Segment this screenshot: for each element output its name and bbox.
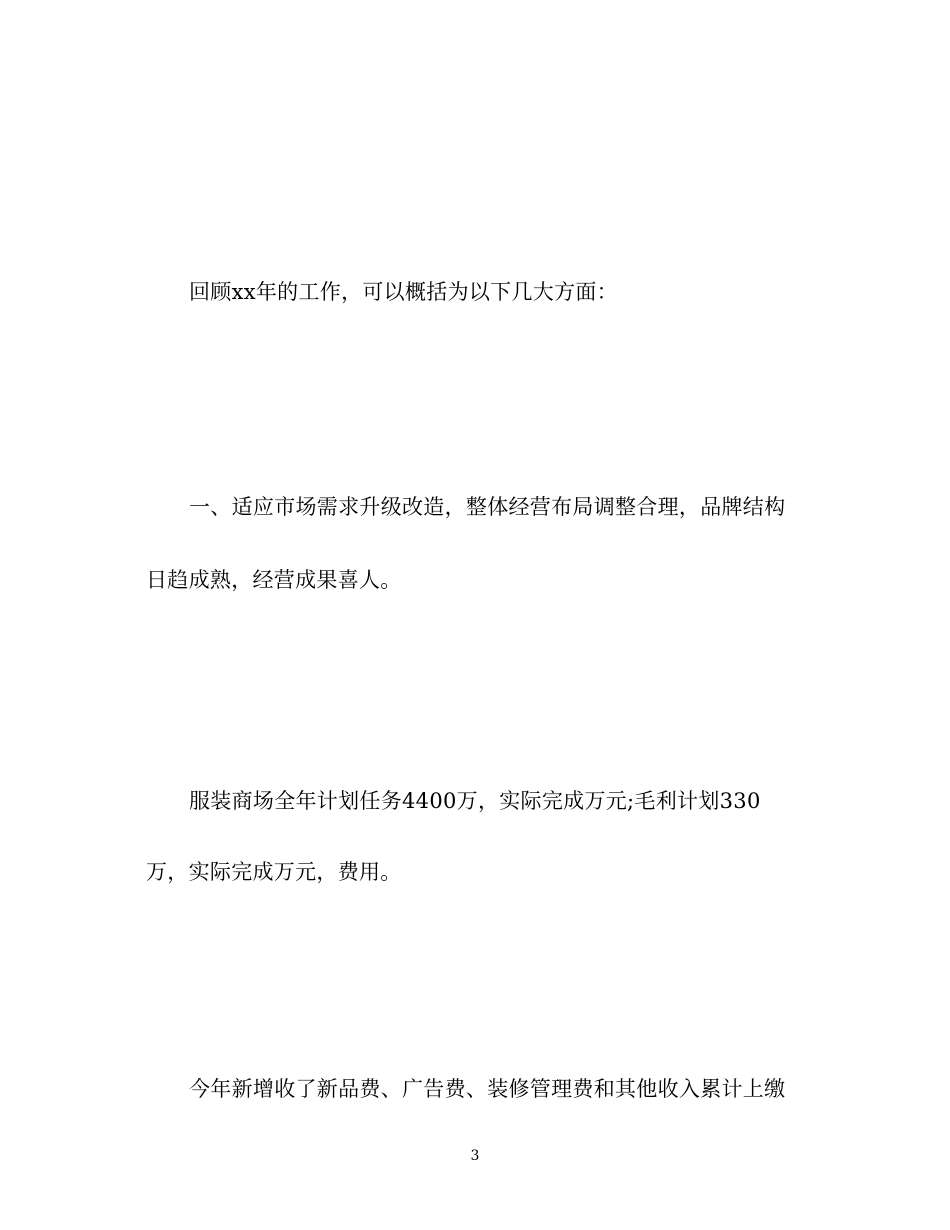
paragraph-2-line-2: 日趋成熟，经营成果喜人。 (146, 568, 402, 592)
paragraph-2-line-1: 一、适应市场需求升级改造，整体经营布局调整合理，品牌结构 (189, 495, 786, 519)
paragraph-1-line-1: 回顾xx年的工作，可以概括为以下几大方面： (189, 280, 618, 304)
paragraph-3-line-1: 服装商场全年计划任务4400万，实际完成万元;毛利计划330 (189, 789, 761, 813)
paragraph-4-line-1: 今年新增收了新品费、广告费、装修管理费和其他收入累计上缴 (189, 1077, 786, 1101)
paragraph-3-line-2: 万，实际完成万元，费用。 (146, 860, 402, 884)
page-number: 3 (470, 1148, 480, 1164)
